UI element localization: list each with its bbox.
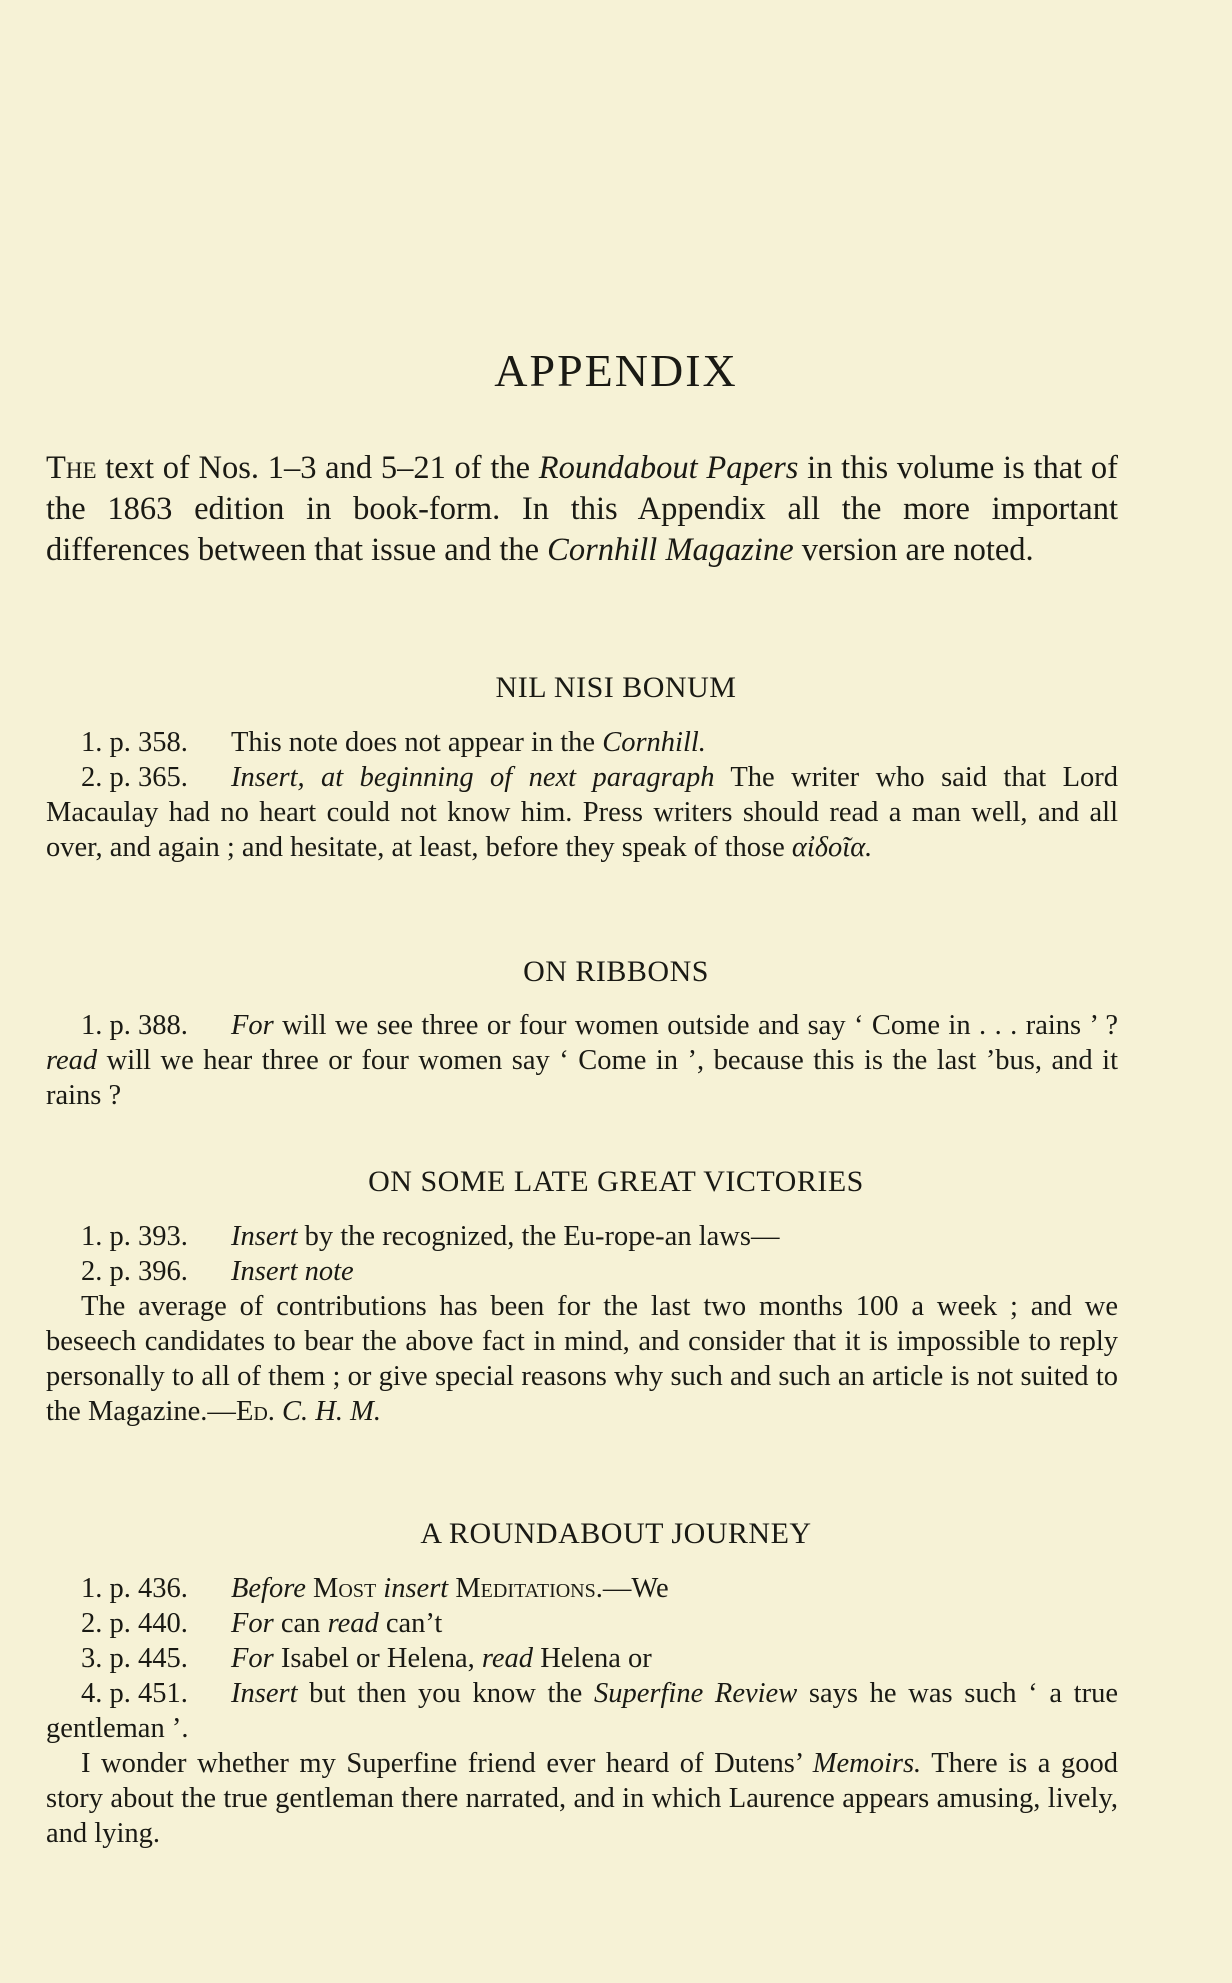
note-italic: Insert note: [231, 1256, 354, 1287]
intro-text-c: version are noted.: [793, 532, 1034, 568]
note-text: will we see three or four women outside and say ‘ Come in . . . rains ’ ?: [273, 1010, 1118, 1041]
note-item: [46, 1254, 1118, 1289]
note-item: [46, 1606, 1118, 1641]
note-item: [46, 1571, 1118, 1606]
note-italic: Before: [231, 1573, 306, 1604]
note-item: [46, 1676, 1118, 1746]
note-ref: 1. p. 436.: [81, 1573, 188, 1604]
note-text: The writer who said that Lord Macaulay had no heart could not know him. Press writers should read a man well, and all over, and again ; and hesitate, at least, before they speak of those: [46, 762, 1118, 863]
note-item: [46, 1641, 1118, 1676]
note-item: [46, 760, 1118, 865]
section-roundabout-journey: [46, 1571, 1118, 1851]
note-text: —We: [602, 1573, 669, 1604]
note-text: can’t: [378, 1608, 443, 1639]
note-text: says he was such ‘ a true gentleman ’.: [46, 1678, 1118, 1744]
section-victories: [46, 1219, 1118, 1429]
note-paragraph: [46, 1289, 1118, 1429]
note-signature: C. H. M.: [274, 1396, 382, 1427]
section-heading-nil-nisi-bonum: NIL NISI BONUM: [495, 671, 737, 704]
page-title: APPENDIX: [494, 345, 738, 396]
note-ed: Ed.: [235, 1396, 275, 1427]
section-heading-on-ribbons: ON RIBBONS: [523, 955, 709, 988]
note-ref: 2. p. 365.: [81, 762, 188, 793]
note-italic: Superfine Review: [594, 1678, 798, 1709]
note-text: Helena or: [533, 1643, 652, 1674]
note-smallcaps: Meditations.: [448, 1573, 603, 1604]
note-text: I wonder whether my Superfine friend ever heard of Dutens’: [81, 1748, 813, 1779]
note-italic: Insert: [231, 1678, 298, 1709]
note-italic: For: [231, 1010, 274, 1041]
note-text: Isabel or Helena,: [273, 1643, 482, 1674]
note-italic: Memoirs.: [812, 1748, 922, 1779]
note-italic: read: [481, 1643, 534, 1674]
section-heading-victories: ON SOME LATE GREAT VICTORIES: [368, 1165, 864, 1198]
note-text: but then you know the: [297, 1678, 594, 1709]
note-paragraph: [46, 1746, 1118, 1851]
intro-paragraph: [46, 448, 1118, 571]
note-smallcaps: Most: [305, 1573, 384, 1604]
section-heading-roundabout-journey: A ROUNDABOUT JOURNEY: [420, 1517, 812, 1550]
note-italic: Cornhill.: [602, 727, 706, 758]
intro-lead: The: [46, 450, 97, 486]
note-item: [46, 1219, 1118, 1254]
intro-italic-b: Cornhill Magazine: [547, 532, 794, 568]
note-italic: read: [46, 1045, 98, 1076]
intro-text-a: text of Nos. 1–3 and 5–21 of the: [96, 450, 539, 486]
note-text: There is a good story about the true gentleman there narrated, and in which Laurence appears amusing, lively, and lying.: [46, 1748, 1118, 1849]
section-on-ribbons: [46, 1008, 1118, 1113]
note-item: [46, 1008, 1118, 1113]
intro-text-b: in this volume is that of the 1863 edition in book-form. In this Appendix all the more important differences between that issue and the: [46, 450, 1118, 568]
note-item: [46, 725, 1118, 760]
note-ref: 3. p. 445.: [81, 1643, 188, 1674]
note-text: This note does not appear in the: [231, 727, 603, 758]
note-text: will we hear three or four women say ‘ Come in ’, because this is the last ’bus, and it rains ?: [46, 1045, 1118, 1111]
note-greek: αἰδοῖα.: [791, 832, 873, 863]
note-italic: Insert: [231, 1221, 298, 1252]
section-nil-nisi-bonum: [46, 725, 1118, 865]
note-italic: insert: [383, 1573, 449, 1604]
note-ref: 1. p. 358.: [81, 727, 188, 758]
note-italic: read: [327, 1608, 379, 1639]
note-ref: 1. p. 393.: [81, 1221, 188, 1252]
note-ref: 1. p. 388.: [81, 1010, 188, 1041]
note-ref: 2. p. 440.: [81, 1608, 188, 1639]
note-text: can: [273, 1608, 328, 1639]
note-ref: 4. p. 451.: [81, 1678, 188, 1709]
note-ref: 2. p. 396.: [81, 1256, 188, 1287]
note-italic: For: [231, 1643, 274, 1674]
intro-italic-a: Roundabout Papers: [538, 450, 799, 486]
note-italic: For: [231, 1608, 274, 1639]
note-italic: Insert, at beginning of next paragraph: [231, 762, 715, 793]
note-text: The average of contributions has been for the last two months 100 a week ; and we beseech candidates to bear the above fact in mind, and consider that it is impossible to reply personally to all of them ; or give special reasons why such and such an article is not suited to the Magazine.—: [46, 1291, 1118, 1427]
note-text: by the recognized, the Eu-rope-an laws—: [297, 1221, 780, 1252]
